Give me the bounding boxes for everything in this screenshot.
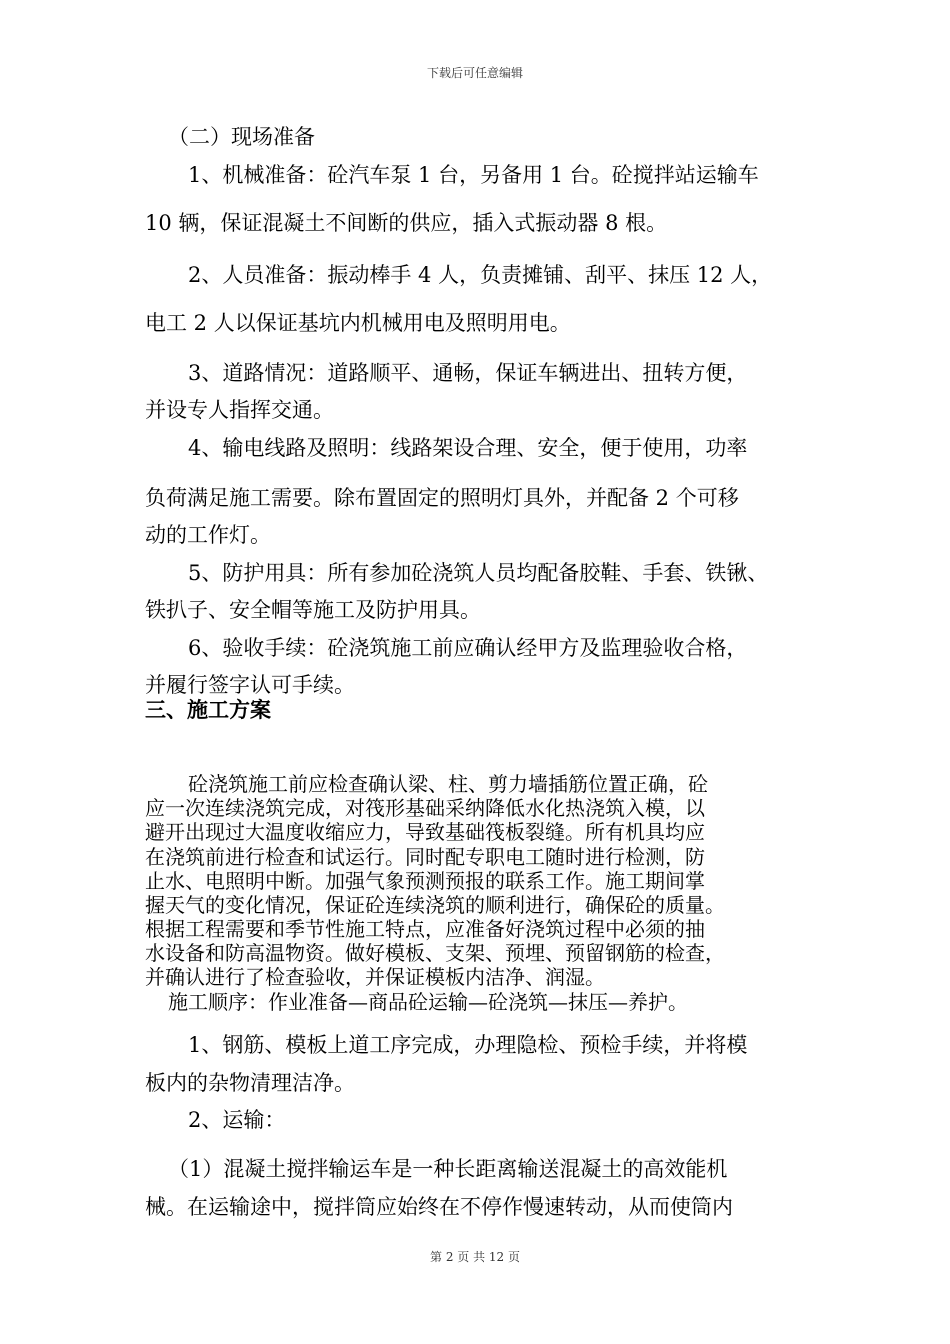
paragraph-line: 避开出现过大温度收缩应力，导致基础筏板裂缝。所有机具均应 [145,820,705,844]
paragraph-line: 并确认进行了检查验收，并保证模板内洁净、润湿。 [145,965,605,989]
text-line: 并履行签字认可手续。 [145,673,355,697]
text-line: 5、防护用具：所有参加砼浇筑人员均配备胶鞋、手套、铁锹、 [188,561,769,585]
text-line: 电工 2 人以保证基坑内机械用电及照明用电。 [145,311,571,335]
text-line: 10 辆，保证混凝土不间断的供应，插入式振动器 8 根。 [145,211,668,235]
text-line: 动的工作灯。 [145,523,271,547]
text-line: 2、运输： [188,1108,286,1132]
paragraph-line: 在浇筑前进行检查和试运行。同时配专职电工随时进行检测，防 [145,845,705,869]
text-line: 铁扒子、安全帽等施工及防护用具。 [145,598,481,622]
paragraph-line: 应一次连续浇筑完成，对筏形基础采纳降低水化热浇筑入模，以 [145,796,705,820]
text-line: 4、输电线路及照明：线路架设合理、安全，便于使用，功率 [188,436,748,460]
text-line: 并设专人指挥交通。 [145,398,334,422]
text-line: （1）混凝土搅拌输运车是一种长距离输送混凝土的高效能机 [168,1157,728,1181]
paragraph-line: 施工顺序：作业准备—商品砼运输—砼浇筑—抹压—养护。 [168,990,688,1014]
text-line: 械。在运输途中，搅拌筒应始终在不停作慢速转动，从而使筒内 [145,1195,733,1219]
text-line: 2、人员准备：振动棒手 4 人，负责摊铺、刮平、抹压 12 人， [188,263,773,287]
text-line: 1、机械准备：砼汽车泵 1 台，另备用 1 台。砼搅拌站运输车 [188,163,759,187]
text-line: 3、道路情况：道路顺平、通畅，保证车辆进出、扭转方便， [188,361,748,385]
paragraph-line: 根据工程需要和季节性施工特点，应准备好浇筑过程中必须的抽 [145,917,705,941]
text-line: 1、钢筋、模板上道工序完成，办理隐检、预检手续，并将模 [188,1033,748,1057]
text-line: 板内的杂物清理洁净。 [145,1071,355,1095]
paragraph-line: 握天气的变化情况，保证砼连续浇筑的顺利进行，确保砼的质量。 [145,893,725,917]
section-heading: 三、施工方案 [145,697,271,722]
paragraph-line: 水设备和防高温物资。做好模板、支架、预埋、预留钢筋的检查， [145,941,725,965]
subsection-heading: （二）现场准备 [168,125,315,149]
page-footer: 第 2 页 共 12 页 [430,1250,520,1264]
page-header: 下载后可任意编辑 [426,66,523,80]
paragraph-line: 砼浇筑施工前应检查确认梁、柱、剪力墙插筋位置正确，砼 [188,772,708,796]
text-line: 负荷满足施工需要。除布置固定的照明灯具外，并配备 2 个可移 [145,486,739,510]
paragraph-line: 止水、电照明中断。加强气象预测预报的联系工作。施工期间掌 [145,869,705,893]
text-line: 6、验收手续：砼浇筑施工前应确认经甲方及监理验收合格， [188,636,748,660]
